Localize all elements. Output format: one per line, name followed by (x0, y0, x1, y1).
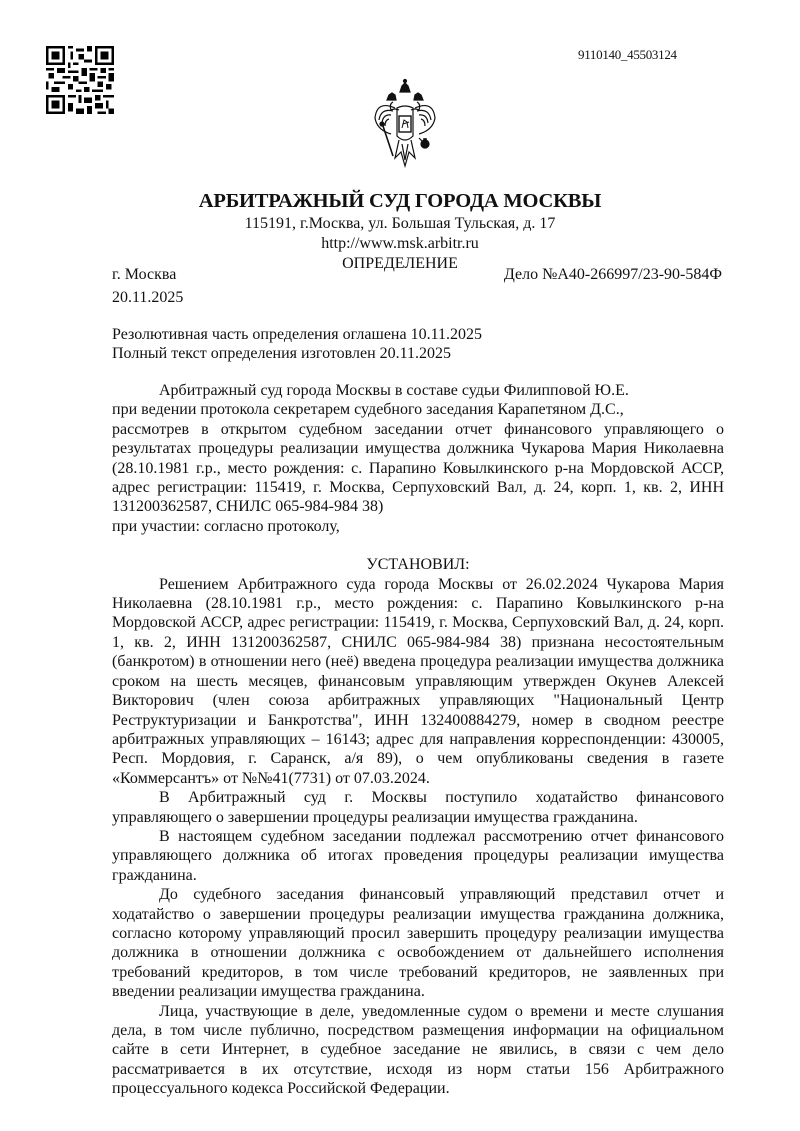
coat-of-arms-icon (369, 78, 441, 174)
document-type: ОПРЕДЕЛЕНИЕ (342, 255, 458, 272)
city: г. Москва (112, 266, 177, 283)
court-website-link[interactable]: http://www.msk.arbitr.ru (321, 235, 479, 252)
court-header (0, 188, 800, 274)
intro-subject: рассмотрев в открытом судебном заседании отчет финансового управляющего о результатах процедуры реализации имущества должника Чукарова Мария Николаевна (28.10.1981 г.р., место рождения: с. Парапино Ковылкинского р-на Мордовской АССР, адрес регистрации: 115419, г. Москва, Серпуховский Вал, д. 24, корп. 1, кв. 2, ИНН 131200362587, СНИЛС 065-984-984 38) (112, 420, 724, 516)
full-text-made: Полный текст определения изготовлен 20.11.2025 (112, 345, 452, 362)
qr-code-icon (46, 46, 114, 114)
paragraph: В Арбитражный суд г. Москвы поступило ходатайство финансового управляющего о завершении процедуры реализации имущества гражданина. (112, 789, 724, 826)
established-heading: УСТАНОВИЛ: (366, 556, 470, 574)
intro-secretary: при ведении протокола секретарем судебного заседания Карапетяном Д.С., (112, 401, 624, 419)
intro-participation: при участии: согласно протоколу, (112, 517, 340, 535)
paragraph: Лица, участвующие в деле, уведомленные судом о времени и месте слушания дела, в том числе публично, посредством размещения информации на официальном сайте в сети Интернет, в судебное заседание не явились, в связи с чем дело рассматривается в их отсутствие, исходя из норм статьи 156 Арбитражного процессуального кодекса Российской Федерации. (112, 1002, 724, 1098)
court-address: 115191, г.Москва, ул. Большая Тульская, д. 17 (244, 215, 556, 232)
document-body (112, 381, 724, 1099)
document-date: 20.11.2025 (112, 289, 184, 306)
paragraph: Решением Арбитражного суда города Москвы от 26.02.2024 Чукарова Мария Николаевна (28.10.1981 г.р., место рождения: с. Парапино Ковылкинского р-на Мордовской АССР, адрес регистрации: 115419, г. Москва, Серпуховский Вал, д. 24, корп. 1, кв. 2, ИНН 131200362587, СНИЛС 065-984-984 38) признана несостоятельным (банкротом) в отношении него (неё) введена процедура реализации имущества должника сроком на шесть месяцев, финансовым управляющим утвержден Окунев Алексей Викторович (член союза арбитражных управляющих "Национальный Центр Реструктуризации и Банкротства", ИНН 132400884279, номер в сводном реестре арбитражных управляющих – 16143; адрес для направления корреспонденции: 430005, Респ. Мордовия, г. Саранск, а/я 89), о чем опубликованы сведения в газете «Коммерсантъ» от №№41(7731) от 07.03.2024. (112, 575, 724, 787)
case-number: Дело №А40-266997/23-90-584Ф (503, 266, 722, 283)
paragraph: До судебного заседания финансовый управляющий представил отчет и ходатайство о завершении процедуры реализации имущества гражданина должника, согласно которому управляющий просил завершить процедуру реализации имущества должника в отношении должника с освобождением от дальнейшего исполнения требований кредиторов, в том числе требований кредиторов, не заявленных при введении реализации имущества гражданина. (112, 886, 724, 1001)
resolution-announced: Резолютивная часть определения оглашена 10.11.2025 (112, 326, 482, 343)
city-case-row (112, 265, 722, 285)
paragraph: В настоящем судебном заседании подлежал рассмотрению отчет финансового управляющего должника об итогах проведения процедуры реализации имущества гражданина. (112, 827, 724, 884)
court-name: АРБИТРАЖНЫЙ СУД ГОРОДА МОСКВЫ (198, 190, 602, 212)
intro-judge: Арбитражный суд города Москвы в составе судьи Филипповой Ю.Е. (159, 382, 629, 399)
document-id: 9110140_45503124 (578, 47, 677, 62)
